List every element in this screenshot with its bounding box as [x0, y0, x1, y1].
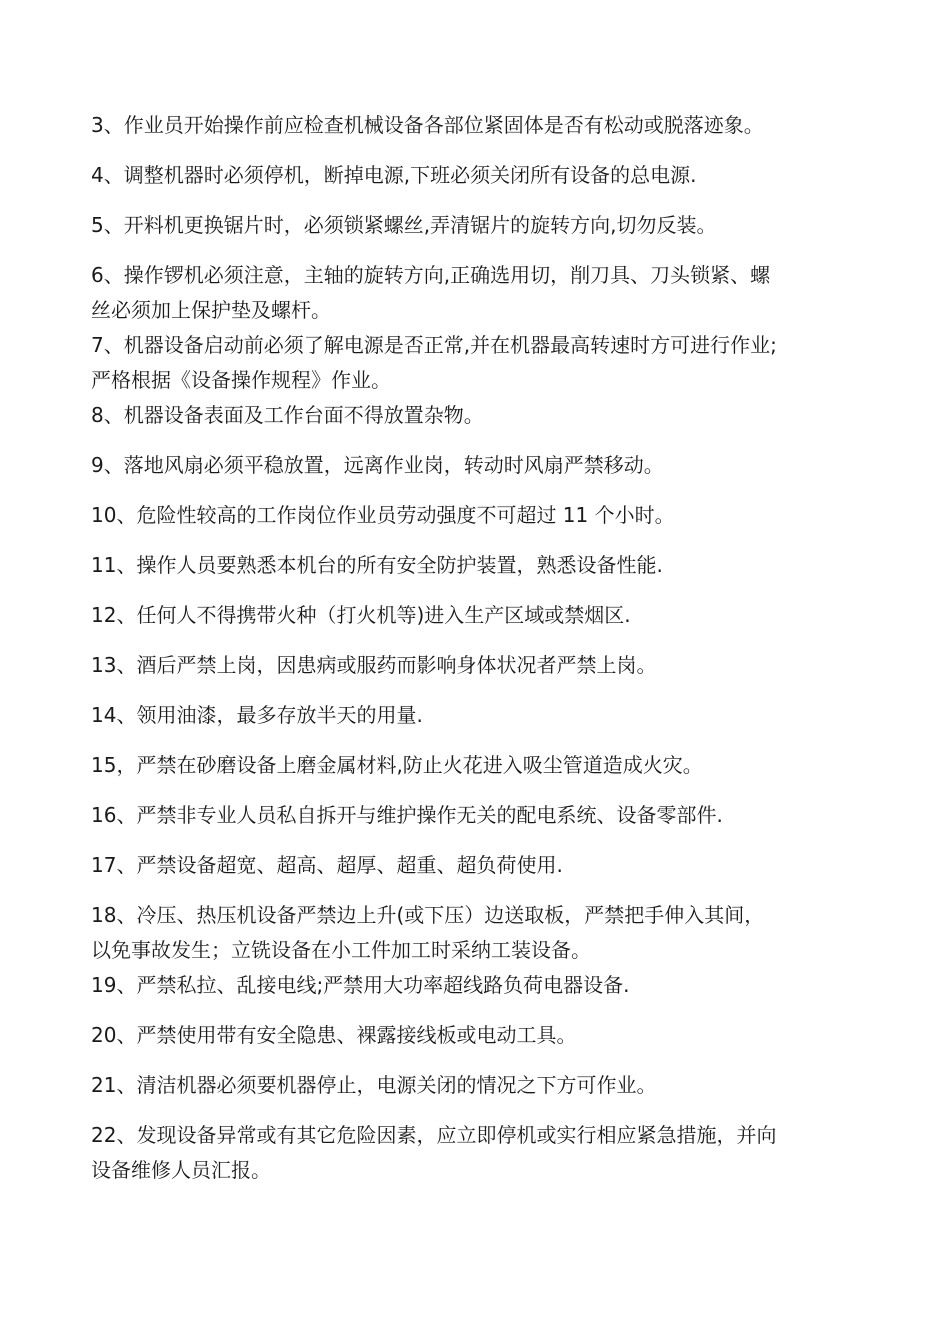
rule-item: 14、领用油漆，最多存放半天的用量. [91, 703, 423, 727]
rule-item: 12、任何人不得携带火种（打火机等)进入生产区域或禁烟区. [91, 603, 631, 627]
rule-item: 20、严禁使用带有安全隐患、裸露接线板或电动工具。 [91, 1023, 577, 1047]
rule-item: 8、机器设备表面及工作台面不得放置杂物。 [91, 403, 484, 427]
rule-item: 13、酒后严禁上岗，因患病或服药而影响身体状况者严禁上岗。 [91, 653, 657, 677]
rule-item: 18、冷压、热压机设备严禁边上升(或下压）边送取板，严禁把手伸入其间， 以免事故发生；立铣设备在小工件加工时采纳工装设备。 [91, 903, 765, 962]
rule-item: 22、发现设备异常或有其它危险因素，应立即停机或实行相应紧急措施，并向 设备维修人员汇报。 [91, 1123, 777, 1182]
rule-item: 15，严禁在砂磨设备上磨金属材料,防止火花进入吸尘管道造成火灾。 [91, 753, 703, 777]
rule-item: 3、作业员开始操作前应检查机械设备各部位紧固体是否有松动或脱落迹象。 [91, 113, 764, 137]
rule-item: 7、机器设备启动前必须了解电源是否正常,并在机器最高转速时方可进行作业; 严格根据《设备操作规程》作业。 [91, 333, 777, 392]
rule-item: 9、落地风扇必须平稳放置，远离作业岗，转动时风扇严禁移动。 [91, 453, 664, 477]
safety-rules-list [91, 108, 871, 1188]
rule-item: 4、调整机器时必须停机，断掉电源,下班必须关闭所有设备的总电源. [91, 163, 697, 187]
rule-item: 16、严禁非专业人员私自拆开与维护操作无关的配电系统、设备零部件. [91, 803, 723, 827]
rule-item: 17、严禁设备超宽、超高、超厚、超重、超负荷使用. [91, 853, 563, 877]
rule-item: 11、操作人员要熟悉本机台的所有安全防护装置，熟悉设备性能. [91, 553, 663, 577]
rule-item: 21、清洁机器必须要机器停止，电源关闭的情况之下方可作业。 [91, 1073, 657, 1097]
rule-item: 10、危险性较高的工作岗位作业员劳动强度不可超过 11 个小时。 [91, 503, 675, 527]
rule-item: 19、严禁私拉、乱接电线;严禁用大功率超线路负荷电器设备. [91, 973, 630, 997]
rule-item: 5、开料机更换锯片时，必须锁紧螺丝,弄清锯片的旋转方向,切勿反装。 [91, 213, 717, 237]
rule-item: 6、操作锣机必须注意，主轴的旋转方向,正确选用切，削刀具、刀头锁紧、螺 丝必须加上保护垫及螺杆。 [91, 263, 771, 322]
